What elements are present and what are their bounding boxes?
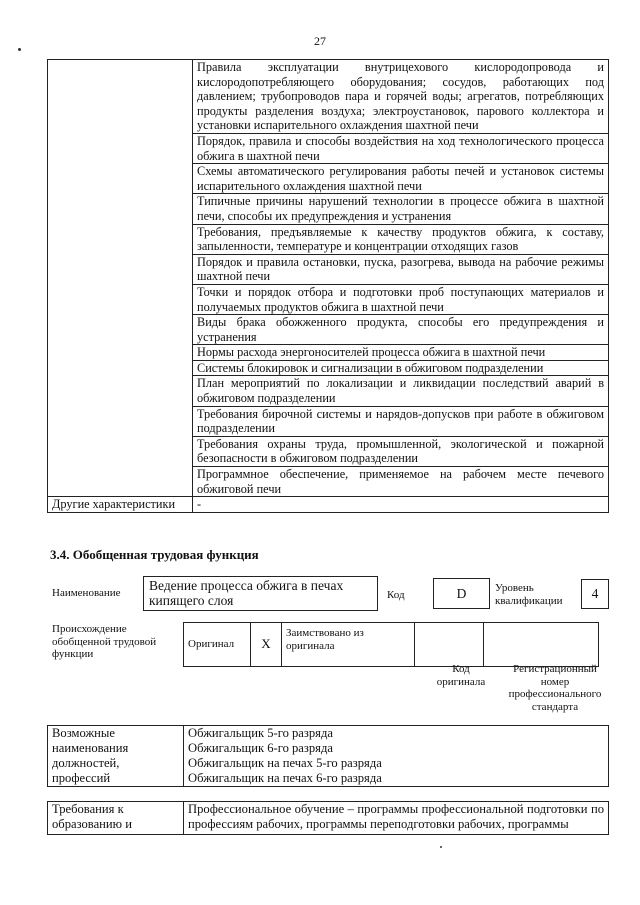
positions-list-cell xyxy=(184,726,609,787)
positions-table xyxy=(47,725,609,787)
knowledge-item: Точки и порядок отбора и подготовки проб поступающих материалов и получаемых продуктов обжига в шахтной печи xyxy=(193,284,609,314)
borrowed-label: Заимствовано из оригинала xyxy=(286,627,364,652)
other-characteristics-value: - xyxy=(193,497,609,513)
positions-label: Возможные наименования должностей, профессий xyxy=(52,726,129,785)
knowledge-row xyxy=(48,60,609,134)
level-value-box xyxy=(581,579,609,609)
knowledge-item: Виды брака обожженного продукта, способы его предупреждения и устранения xyxy=(193,315,609,345)
education-value-cell xyxy=(184,802,609,835)
position-item: Обжигальщик на печах 6-го разряда xyxy=(188,771,382,785)
original-label: Оригинал xyxy=(188,638,235,651)
knowledge-item: Правила эксплуатации внутрицехового кислородопровода и кислородопотребляющего оборудования; сосудов, работающих под давлением; трубопроводов пара и горячей воды; агрегатов, потребляющих продукты разделения воздуха; электроустановок, парового коллектора и установки испарительного охлаждения шахтной печи xyxy=(193,60,609,134)
code-original-cell xyxy=(415,623,484,667)
name-value: Ведение процесса обжига в печах кипящего слоя xyxy=(149,578,344,608)
reg-number-cell xyxy=(484,623,599,667)
positions-label-cell xyxy=(48,726,184,787)
knowledge-item: Порядок и правила остановки, пуска, разогрева, вывода на рабочие режимы шахтной печи xyxy=(193,254,609,284)
position-item: Обжигальщик 5-го разряда xyxy=(188,726,333,740)
page-number: 27 xyxy=(314,34,326,48)
position-item: Обжигальщик 6-го разряда xyxy=(188,741,333,755)
original-label-cell xyxy=(184,623,251,667)
original-mark: X xyxy=(261,636,271,652)
education-label-cell xyxy=(48,802,184,835)
section-title: 3.4. Обобщенная трудовая функция xyxy=(50,547,259,562)
knowledge-item: Типичные причины нарушений технологии в процессе обжига в шахтной печи, способы их предупреждения и устранения xyxy=(193,194,609,224)
knowledge-item: Схемы автоматического регулирования работы печей и установок системы испарительного охлаждения шахтной печи xyxy=(193,164,609,194)
knowledge-left-cell xyxy=(48,60,193,497)
education-table xyxy=(47,801,609,835)
code-original-label: Код оригинала xyxy=(436,663,486,688)
knowledge-item: Требования, предъявляемые к качеству продуктов обжига, к составу, запыленности, температуре и концентрации отходящих газов xyxy=(193,224,609,254)
knowledge-item: План мероприятий по локализации и ликвидации последствий аварий в обжиговом подразделении xyxy=(193,376,609,406)
knowledge-item: Требования бирочной системы и нарядов-допусков при работе в обжиговом подразделении xyxy=(193,406,609,436)
scan-dot xyxy=(440,846,442,848)
origin-label: Происхождение обобщенной трудовой функции xyxy=(52,623,157,660)
position-item: Обжигальщик на печах 5-го разряда xyxy=(188,756,382,770)
education-value: Профессиональное обучение – программы профессиональной подготовки по профессиям рабочих, программы переподготовки рабочих, программы xyxy=(188,802,604,831)
reg-number-label: Регистрационный номер профессионального стандарта xyxy=(508,663,602,713)
original-mark-cell xyxy=(251,623,282,667)
other-characteristics-row xyxy=(48,497,609,513)
name-label: Наименование xyxy=(52,587,121,599)
code-value-box xyxy=(433,578,490,609)
level-value: 4 xyxy=(591,586,599,601)
level-label: Уровень квалификации xyxy=(495,582,563,607)
knowledge-item: Программное обеспечение, применяемое на рабочем месте печевого обжиговой печи xyxy=(193,467,609,497)
borrowed-label-cell xyxy=(282,623,415,667)
code-label: Код xyxy=(387,589,405,601)
knowledge-table xyxy=(47,59,609,513)
other-characteristics-label: Другие характеристики xyxy=(48,497,193,513)
knowledge-item: Порядок, правила и способы воздействия на ход технологического процесса обжига в шахтной печи xyxy=(193,133,609,163)
name-value-box xyxy=(143,576,378,611)
scan-dot xyxy=(18,48,21,51)
knowledge-item: Нормы расхода энергоносителей процесса обжига в шахтной печи xyxy=(193,345,609,361)
knowledge-item: Системы блокировок и сигнализации в обжиговом подразделении xyxy=(193,360,609,376)
origin-table xyxy=(183,622,599,667)
knowledge-item: Требования охраны труда, промышленной, экологической и пожарной безопасности в обжиговом подразделении xyxy=(193,436,609,466)
education-label: Требования к образованию и xyxy=(52,802,132,831)
code-value: D xyxy=(456,586,467,601)
